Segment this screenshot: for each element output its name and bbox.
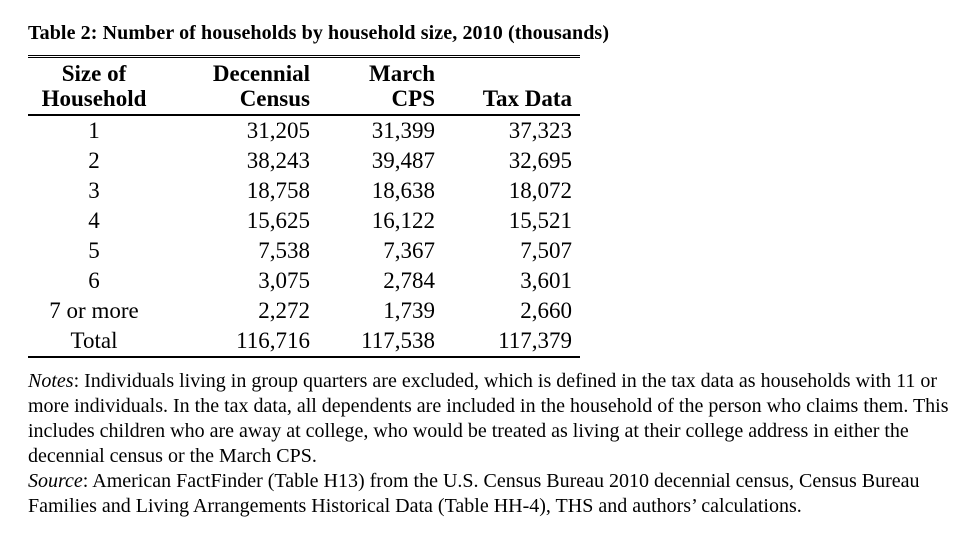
table-row [28,206,580,236]
household-size-cell: 1 [88,118,100,143]
cps-value-cell: 1,739 [383,298,435,323]
census-value-cell: 7,538 [258,238,310,263]
household-size-cell: 5 [88,238,100,263]
table-row [28,296,580,326]
header-line: CPS [391,86,435,111]
census-value-cell: 15,625 [246,208,310,233]
source-line: Families and Living Arrangements Historical Data (Table HH-4), THS and authors’ calculations. [28,495,802,517]
census-value-cell: 116,716 [160,326,310,357]
notes-text: : Individuals living in group quarters are excluded, which is defined in the tax data as households with 11 or [73,370,938,392]
tax-value-cell: 117,379 [435,326,580,357]
notes-line: more individuals. In the tax data, all dependents are included in the household of the person who claims them. This [28,395,949,417]
household-size-cell: 4 [88,208,100,233]
table-row [28,115,580,146]
cps-value-cell: 16,122 [371,208,435,233]
household-size-cell: Total [28,326,160,357]
notes-line [28,369,961,394]
census-value-cell: 3,075 [258,268,310,293]
header-line: Tax Data [482,86,572,111]
table-row [28,266,580,296]
notes-block [28,369,961,519]
tax-value-cell: 3,601 [520,268,572,293]
notes-line: decennial census or the March CPS. [28,445,317,467]
household-size-cell: 6 [88,268,100,293]
header-line: Size of [61,61,127,86]
cps-value-cell: 7,367 [383,238,435,263]
table-row-total [28,326,580,357]
source-label: Source [28,470,83,492]
notes-line: includes children who are away at college, who would be treated as living at their college address in either the [28,420,909,442]
table-row [28,176,580,206]
census-value-cell: 31,205 [246,118,310,143]
table-title: Table 2: Number of households by household size, 2010 (thousands) [28,22,610,44]
cps-value-cell: 117,538 [310,326,435,357]
household-size-cell: 2 [88,148,100,173]
census-value-cell: 18,758 [246,178,310,203]
notes-label: Notes [28,370,74,392]
household-size-cell: 3 [88,178,100,203]
header-march-cps [310,58,435,115]
cps-value-cell: 31,399 [371,118,435,143]
cps-value-cell: 18,638 [371,178,435,203]
household-size-cell: 7 or more [49,298,139,323]
source-text: : American FactFinder (Table H13) from the U.S. Census Bureau 2010 decennial census, Census Bureau [82,470,920,492]
table-row [28,146,580,176]
households-table-wrap [28,55,580,358]
tax-value-cell: 18,072 [508,178,572,203]
tax-value-cell: 2,660 [520,298,572,323]
tax-value-cell: 7,507 [520,238,572,263]
header-row [28,58,580,115]
table-row [28,236,580,266]
header-decennial-census [160,58,310,115]
cps-value-cell: 39,487 [371,148,435,173]
header-line: Decennial [212,61,310,86]
census-value-cell: 2,272 [258,298,310,323]
header-line: Household [41,86,147,111]
tax-value-cell: 32,695 [508,148,572,173]
table-header [28,58,580,115]
header-tax-data [435,58,580,115]
source-line [28,469,961,494]
header-size-of-household [28,58,160,115]
cps-value-cell: 2,784 [383,268,435,293]
households-table [28,58,580,358]
tax-value-cell: 37,323 [508,118,572,143]
census-value-cell: 38,243 [246,148,310,173]
header-line: March [368,61,435,86]
header-line: Census [239,86,310,111]
table-body [28,115,580,357]
tax-value-cell: 15,521 [508,208,572,233]
